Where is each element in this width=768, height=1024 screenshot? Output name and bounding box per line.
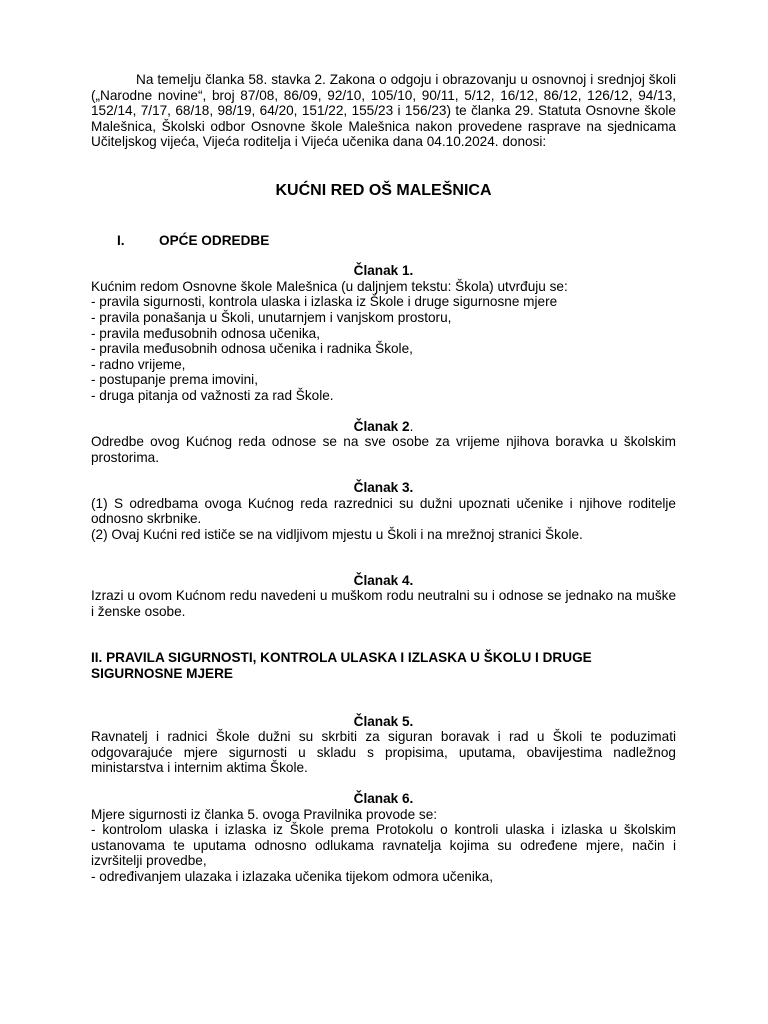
article-2-heading-text: Članak 2 bbox=[353, 418, 410, 434]
list-item: - pravila ponašanja u Školi, unutarnjem i vanjskom prostoru, bbox=[91, 309, 452, 325]
section-1-label: OPĆE ODREDBE bbox=[159, 232, 270, 248]
article-4-heading: Članak 4. bbox=[353, 572, 414, 588]
article-1-list bbox=[91, 294, 676, 403]
intro-paragraph: Na temelju članka 58. stavka 2. Zakona o odgoju i obrazovanju u osnovnoj i srednjoj školi („Narodne novine“, broj 87/08, 86/09, 92/10, 105/10, 90/11, 5/12, 16/12, 86/12, 126/12, 94/13, 152/14, 7/17, 68/18, 98/19, 64/20, 151/22, 155/23 i 156/23) te članka 29. Statuta Osnovne škole Malešnica, Školski odbor Osnovne škole Malešnica nakon provedene rasprave na sjednicama Učiteljskog vijeća, Vijeća roditelja i Vijeća učenika dana 04.10.2024. donosi: bbox=[91, 72, 676, 150]
article-3-heading: Članak 3. bbox=[353, 480, 414, 496]
article-3-paragraph-2: (2) Ovaj Kućni red ističe se na vidljivom mjestu u Školi i na mrežnoj stranici Škole. bbox=[91, 527, 583, 543]
article-6-lead: Mjere sigurnosti iz članka 5. ovoga Pravilnika provode se: bbox=[91, 806, 438, 822]
article-6-item-1: - kontrolom ulaska i izlaska iz Škole prema Protokolu o kontroli ulaska i izlaska u školskim ustanovama te uputama odnosno odlukama ravnatelja kojima su određene mjere, način i izvršitelji provedbe, bbox=[91, 822, 676, 869]
document-title: KUĆNI RED OŠ MALEŠNICA bbox=[275, 181, 492, 199]
article-2-heading bbox=[91, 419, 676, 435]
article-1-heading: Članak 1. bbox=[353, 263, 414, 279]
list-item: - radno vrijeme, bbox=[91, 356, 186, 372]
article-3-paragraph-1: (1) S odredbama ovoga Kućnog reda razrednici su dužni upoznati učenike i njihove roditelje odnosno skrbnike. bbox=[91, 495, 676, 527]
article-1-lead: Kućnim redom Osnovne škole Malešnica (u daljnjem tekstu: Škola) utvrđuju se: bbox=[91, 278, 568, 294]
article-4-text: Izrazi u ovom Kućnom redu navedeni u muškom rodu neutralni su i odnose se jednako na muške i ženske osobe. bbox=[91, 588, 676, 619]
article-5-heading: Članak 5. bbox=[353, 713, 414, 729]
article-2-heading-dot: . bbox=[409, 418, 414, 434]
list-item: - pravila sigurnosti, kontrola ulaska i izlaska iz Škole i druge sigurnosne mjere bbox=[91, 294, 558, 310]
document-body bbox=[91, 72, 676, 885]
section-2-heading: II. PRAVILA SIGURNOSTI, KONTROLA ULASKA I IZLASKA U ŠKOLU I DRUGE SIGURNOSNE MJERE bbox=[91, 650, 592, 682]
list-item: - pravila međusobnih odnosa učenika i radnika Škole, bbox=[91, 341, 413, 357]
list-item: - druga pitanja od važnosti za rad Škole. bbox=[91, 387, 334, 403]
article-6-item-2: - određivanjem ulazaka i izlazaka učenika tijekom odmora učenika, bbox=[91, 868, 493, 884]
section-1-number: I. bbox=[117, 232, 125, 248]
list-item: - pravila međusobnih odnosa učenika, bbox=[91, 325, 320, 341]
article-6-heading: Članak 6. bbox=[353, 791, 414, 806]
list-item: - postupanje prema imovini, bbox=[91, 372, 258, 388]
article-5-text: Ravnatelj i radnici Škole dužni su skrbiti za siguran boravak i rad u Školi te poduzimati odgovarajuće mjere sigurnosti u skladu s propisima, uputama, obavijestima nadležnog ministarstva i internim aktima Škole. bbox=[91, 729, 676, 776]
article-2-text: Odredbe ovog Kućnog reda odnose se na sve osobe za vrijeme njihova boravka u školskim prostorima. bbox=[91, 434, 676, 465]
section-1-heading bbox=[91, 233, 676, 249]
